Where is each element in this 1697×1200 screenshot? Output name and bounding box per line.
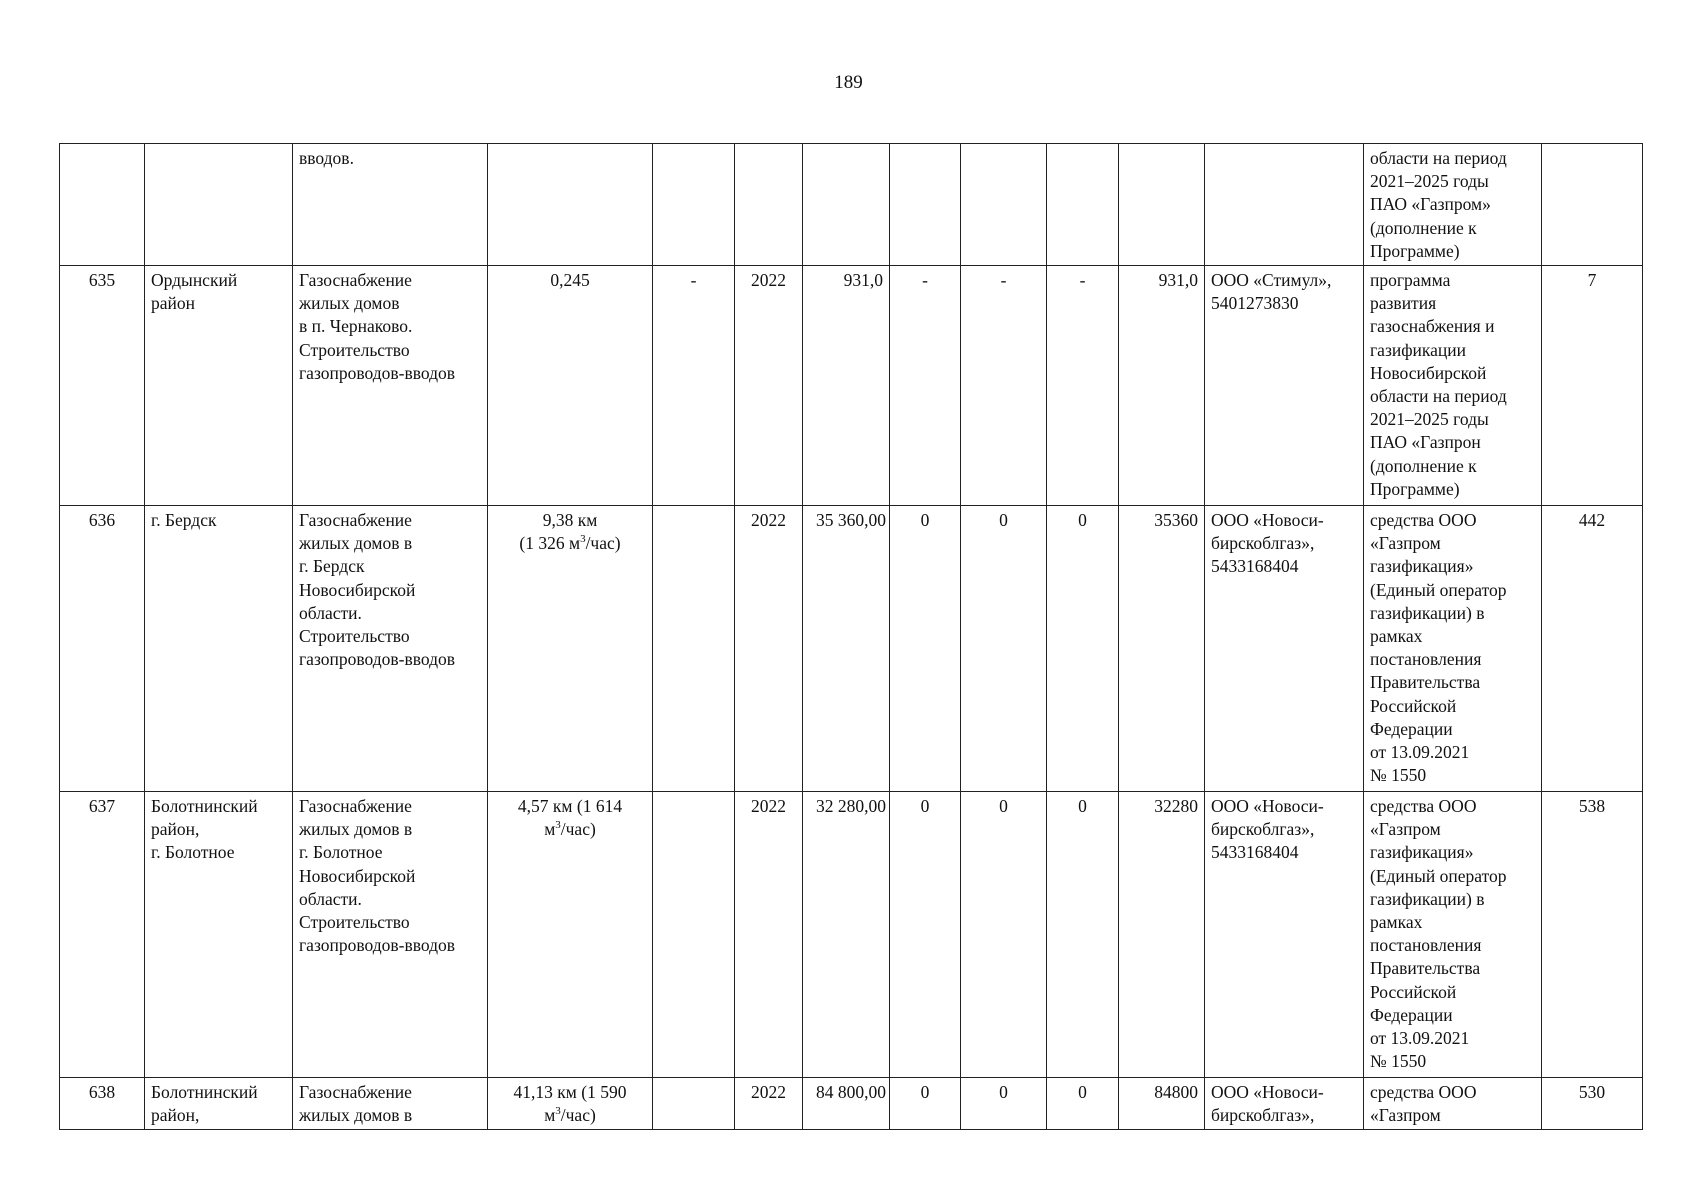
cell-total: 931,0 <box>803 266 890 506</box>
cell-value-3: - <box>1047 266 1119 506</box>
cell-organization: ООО «Новоси- бирскоблгаз», <box>1205 1078 1364 1130</box>
page-number: 189 <box>834 72 863 93</box>
cell-value-1: - <box>890 266 961 506</box>
cell-year: 2022 <box>735 506 803 792</box>
cell-total: 84 800,00 <box>803 1078 890 1130</box>
cell-value-3 <box>1047 144 1119 266</box>
cell-year <box>735 144 803 266</box>
capacity-unit-suffix: /час) <box>585 533 621 554</box>
cell-total: 35 360,00 <box>803 506 890 792</box>
unit-superscript: 3 <box>555 819 561 832</box>
cell-organization: ООО «Новоси- бирскоблгаз», 5433168404 <box>1205 792 1364 1078</box>
table-row <box>60 1078 1643 1130</box>
cell-object: вводов. <box>293 144 488 266</box>
cell-capacity: 0,245 <box>488 266 653 506</box>
unit-superscript: 3 <box>580 533 586 546</box>
cell-value-1: 0 <box>890 1078 961 1130</box>
table-row <box>60 266 1643 506</box>
cell-year: 2022 <box>735 266 803 506</box>
cell-funding-source: области на период 2021–2025 годы ПАО «Газпром» (дополнение к Программе) <box>1364 144 1542 266</box>
cell-value-3: 0 <box>1047 1078 1119 1130</box>
cell-col5 <box>653 506 735 792</box>
cell-number: 635 <box>60 266 145 506</box>
cell-funding-source: средства ООО «Газпром газификация» (Единый оператор газификации) в рамках постановления Правительства Российской Федерации от 13.09.2021 № 1550 <box>1364 506 1542 792</box>
cell-value-4: 35360 <box>1119 506 1205 792</box>
cell-col5 <box>653 792 735 1078</box>
cell-value-1 <box>890 144 961 266</box>
cell-capacity <box>488 792 653 1078</box>
cell-value-1: 0 <box>890 792 961 1078</box>
cell-number: 638 <box>60 1078 145 1130</box>
cell-capacity <box>488 506 653 792</box>
cell-col5: - <box>653 266 735 506</box>
capacity-unit-suffix: /час) <box>560 819 596 840</box>
cell-last: 538 <box>1542 792 1643 1078</box>
cell-value-2: 0 <box>961 792 1047 1078</box>
capacity-text: 9,38 км (1 326 м <box>519 510 598 554</box>
cell-total <box>803 144 890 266</box>
cell-value-3: 0 <box>1047 506 1119 792</box>
cell-value-4: 84800 <box>1119 1078 1205 1130</box>
cell-district: г. Бердск <box>145 506 293 792</box>
gasification-table <box>59 143 1643 1130</box>
cell-col5 <box>653 144 735 266</box>
cell-last: 442 <box>1542 506 1643 792</box>
cell-district <box>145 144 293 266</box>
cell-value-4: 32280 <box>1119 792 1205 1078</box>
cell-number: 637 <box>60 792 145 1078</box>
cell-district: Болотнинский район, г. Болотное <box>145 792 293 1078</box>
cell-capacity <box>488 1078 653 1130</box>
cell-organization <box>1205 144 1364 266</box>
cell-object: Газоснабжение жилых домов в г. Болотное Новосибирской области. Строительство газопроводов-вводов <box>293 792 488 1078</box>
cell-last <box>1542 144 1643 266</box>
cell-object: Газоснабжение жилых домов в г. Бердск Новосибирской области. Строительство газопроводов-вводов <box>293 506 488 792</box>
cell-district: Ордынский район <box>145 266 293 506</box>
cell-funding-source: средства ООО «Газпром газификация» (Единый оператор газификации) в рамках постановления Правительства Российской Федерации от 13.09.2021 № 1550 <box>1364 792 1542 1078</box>
cell-year: 2022 <box>735 1078 803 1130</box>
cell-number: 636 <box>60 506 145 792</box>
table-row <box>60 144 1643 266</box>
cell-year: 2022 <box>735 792 803 1078</box>
cell-value-2: 0 <box>961 1078 1047 1130</box>
capacity-text: 41,13 км (1 590 м <box>513 1082 627 1126</box>
cell-organization: ООО «Стимул», 5401273830 <box>1205 266 1364 506</box>
cell-district: Болотнинский район, <box>145 1078 293 1130</box>
cell-value-1: 0 <box>890 506 961 792</box>
cell-value-3: 0 <box>1047 792 1119 1078</box>
cell-funding-source: средства ООО «Газпром <box>1364 1078 1542 1130</box>
unit-superscript: 3 <box>555 1105 561 1118</box>
cell-last: 7 <box>1542 266 1643 506</box>
cell-value-4: 931,0 <box>1119 266 1205 506</box>
capacity-text: 4,57 км (1 614 м <box>517 796 623 840</box>
cell-last: 530 <box>1542 1078 1643 1130</box>
cell-total: 32 280,00 <box>803 792 890 1078</box>
capacity-unit-suffix: /час) <box>560 1105 596 1126</box>
cell-value-2: - <box>961 266 1047 506</box>
cell-capacity <box>488 144 653 266</box>
cell-value-2 <box>961 144 1047 266</box>
cell-object: Газоснабжение жилых домов в п. Чернаково. Строительство газопроводов-вводов <box>293 266 488 506</box>
cell-number <box>60 144 145 266</box>
cell-value-4 <box>1119 144 1205 266</box>
cell-organization: ООО «Новоси- бирскоблгаз», 5433168404 <box>1205 506 1364 792</box>
table-row <box>60 792 1643 1078</box>
table-row <box>60 506 1643 792</box>
cell-value-2: 0 <box>961 506 1047 792</box>
cell-col5 <box>653 1078 735 1130</box>
cell-object: Газоснабжение жилых домов в <box>293 1078 488 1130</box>
cell-funding-source: программа развития газоснабжения и газификации Новосибирской области на период 2021–2025 годы ПАО «Газпрон (дополнение к Программе) <box>1364 266 1542 506</box>
